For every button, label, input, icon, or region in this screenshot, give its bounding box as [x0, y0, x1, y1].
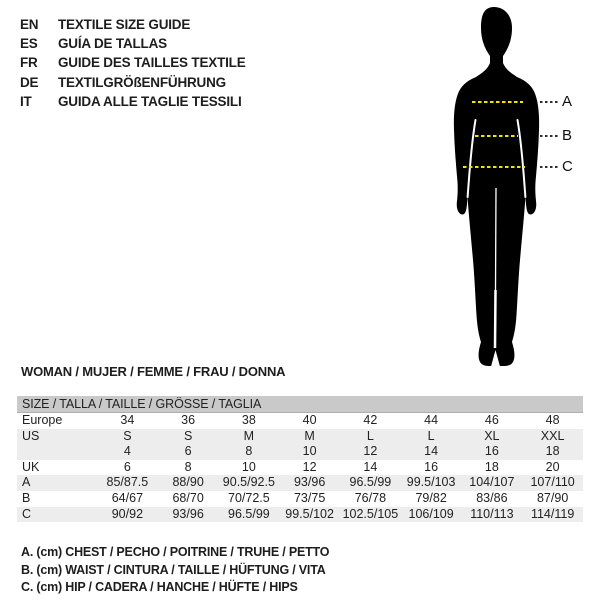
- guide-title: TEXTILGRÖßENFÜHRUNG: [58, 74, 226, 90]
- guide-title: GUIDA ALLE TAGLIE TESSILI: [58, 93, 242, 109]
- size-cell: 16: [424, 459, 439, 474]
- size-cell: 40: [302, 413, 317, 427]
- size-cell: 8: [245, 444, 253, 459]
- language-row: [20, 15, 246, 34]
- size-cell: 10: [241, 459, 256, 474]
- guide-title: TEXTILE SIZE GUIDE: [58, 17, 191, 32]
- size-cell: 76/78: [354, 490, 387, 505]
- language-row: [20, 34, 246, 53]
- measure-legend: [21, 544, 329, 597]
- row-label: C: [22, 506, 32, 521]
- leg-gap-lower: [495, 290, 496, 348]
- size-cell: 88/90: [172, 475, 204, 490]
- size-cell: 85/87.5: [106, 475, 149, 490]
- size-cell: 102.5/105: [342, 506, 399, 521]
- row-label: [17, 444, 97, 460]
- table-row: [17, 460, 583, 476]
- leg-gap-upper: [496, 188, 497, 292]
- size-table-header: SIZE / TALLA / TAILLE / GRÖSSE / TAGLIA: [17, 396, 583, 413]
- size-cell: 99.5/102: [285, 506, 334, 521]
- size-cell: 110/113: [470, 506, 514, 521]
- legend-line: C. (cm) HIP / CADERA / HANCHE / HÜFTE / HIPS: [21, 580, 298, 595]
- table-row: [17, 475, 583, 491]
- gender-heading: WOMAN / MUJER / FEMME / FRAU / DONNA: [21, 364, 286, 379]
- size-cell: M: [243, 428, 255, 443]
- size-cell: 107/110: [530, 475, 575, 490]
- size-cell: 6: [123, 459, 131, 474]
- size-cell: 12: [363, 444, 378, 459]
- size-cell: 106/109: [408, 506, 454, 521]
- language-row: [20, 53, 246, 72]
- language-code: EN: [20, 17, 39, 32]
- size-cell: 93/96: [293, 475, 326, 490]
- size-cell: XXL: [540, 428, 565, 443]
- table-row: [17, 507, 583, 523]
- size-cell: 16: [484, 444, 499, 459]
- size-cell: 90.5/92.5: [222, 475, 275, 490]
- row-label: UK: [22, 459, 40, 474]
- size-cell: 14: [424, 444, 439, 459]
- size-cell: 42: [363, 413, 378, 427]
- size-cell: 79/82: [415, 490, 447, 505]
- size-cell: 48: [545, 413, 560, 427]
- size-cell: 34: [120, 413, 135, 427]
- size-cell: 90/92: [111, 506, 144, 521]
- size-cell: 10: [302, 444, 317, 459]
- language-code: DE: [20, 74, 39, 90]
- size-cell: 18: [545, 444, 560, 459]
- row-label: Europe: [22, 413, 63, 427]
- size-cell: 8: [184, 459, 192, 474]
- size-table-body: [17, 413, 583, 522]
- size-cell: 87/90: [536, 490, 569, 505]
- language-row: [20, 73, 246, 92]
- size-cell: 20: [545, 459, 560, 474]
- size-cell: 99.5/103: [406, 475, 456, 490]
- legend-line: A. (cm) CHEST / PECHO / POITRINE / TRUHE / PETTO: [21, 545, 330, 559]
- size-cell: L: [427, 428, 435, 443]
- size-cell: 4: [123, 444, 131, 459]
- size-cell: S: [123, 428, 132, 443]
- language-code: ES: [20, 36, 38, 52]
- measure-label-hip: C: [562, 158, 573, 175]
- size-cell: 14: [363, 459, 378, 474]
- size-cell: 68/70: [172, 490, 204, 505]
- row-label: B: [22, 490, 31, 505]
- table-row: [17, 491, 583, 507]
- size-cell: L: [366, 428, 374, 443]
- row-label: US: [22, 428, 40, 443]
- size-table: [17, 396, 583, 522]
- guide-title: GUÍA DE TALLAS: [58, 36, 167, 52]
- size-cell: 114/119: [530, 506, 575, 521]
- language-title-list: [20, 15, 246, 111]
- legend-line: B. (cm) WAIST / CINTURA / TAILLE / HÜFTUNG / VITA: [21, 562, 326, 577]
- table-row: [17, 413, 583, 429]
- table-row: [17, 444, 583, 460]
- size-cell: 83/86: [476, 490, 508, 505]
- size-cell: 93/96: [172, 506, 204, 521]
- row-label: A: [22, 475, 31, 490]
- size-cell: 12: [302, 459, 317, 474]
- size-cell: M: [304, 428, 315, 443]
- size-cell: 96.5/99: [228, 506, 270, 521]
- size-cell: 46: [484, 413, 499, 427]
- size-cell: 44: [424, 413, 439, 427]
- size-cell: 64/67: [111, 490, 144, 505]
- measure-label-chest: A: [562, 93, 573, 110]
- guide-title: GUIDE DES TAILLES TEXTILE: [58, 55, 246, 71]
- size-cell: XL: [484, 428, 500, 443]
- size-cell: 70/72.5: [228, 490, 270, 505]
- size-cell: 73/75: [293, 490, 326, 505]
- table-row: [17, 429, 583, 445]
- measure-label-waist: B: [562, 127, 573, 144]
- size-cell: 6: [184, 444, 192, 459]
- language-code: FR: [20, 55, 38, 71]
- size-cell: 104/107: [469, 475, 515, 490]
- size-cell: 96.5/99: [349, 475, 392, 490]
- language-code: IT: [20, 93, 32, 109]
- size-cell: 38: [241, 413, 256, 427]
- size-cell: S: [183, 428, 193, 443]
- woman-silhouette-figure: [420, 0, 580, 380]
- size-cell: 36: [181, 413, 196, 427]
- size-cell: 18: [484, 459, 499, 474]
- language-row: [20, 92, 246, 111]
